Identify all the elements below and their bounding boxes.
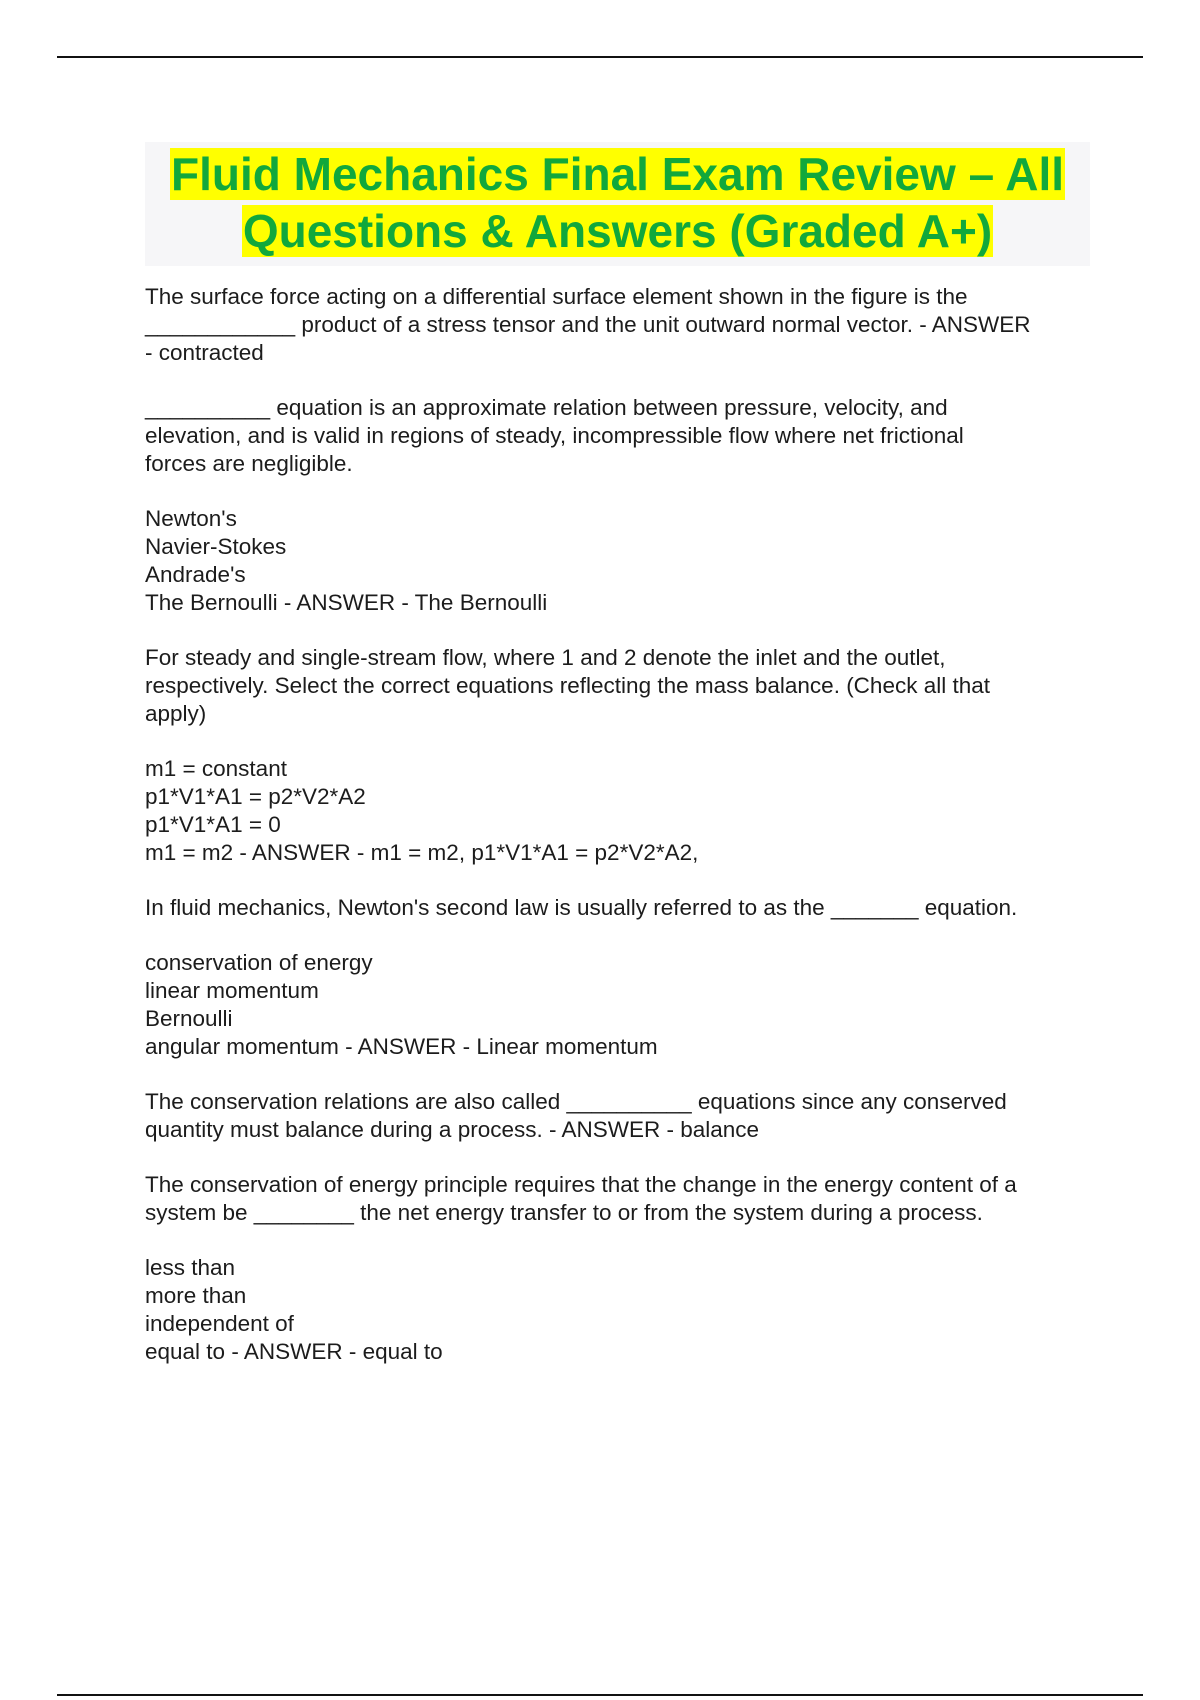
text-line: system be ________ the net energy transfer to or from the system during a process. (145, 1200, 983, 1225)
option-line: independent of (145, 1311, 294, 1336)
options-list (145, 755, 1095, 867)
question-paragraph (145, 894, 1095, 922)
options-list (145, 1254, 1095, 1366)
answer-line: The Bernoulli - ANSWER - The Bernoulli (145, 590, 548, 615)
option-line: m1 = constant (145, 756, 287, 781)
page-title (145, 146, 1090, 260)
text-line: apply) (145, 701, 207, 726)
text-line: For steady and single-stream flow, where 1 and 2 denote the inlet and the outlet, (145, 645, 946, 670)
document-body (145, 283, 1095, 1393)
title-line-2: Questions & Answers (Graded A+) (242, 205, 993, 257)
option-line: p1*V1*A1 = 0 (145, 812, 281, 837)
text-line: In fluid mechanics, Newton's second law is usually referred to as the _______ equation. (145, 895, 1018, 920)
answer-line: angular momentum - ANSWER - Linear momentum (145, 1034, 658, 1059)
option-line: p1*V1*A1 = p2*V2*A2 (145, 784, 366, 809)
option-line: Newton's (145, 506, 237, 531)
option-line: less than (145, 1255, 236, 1280)
question-paragraph (145, 394, 1095, 478)
answer-line: m1 = m2 - ANSWER - m1 = m2, p1*V1*A1 = p2*V2*A2, (145, 840, 699, 865)
options-list (145, 949, 1095, 1061)
text-line: ____________ product of a stress tensor and the unit outward normal vector. - ANSWER (145, 312, 1031, 337)
options-list (145, 505, 1095, 617)
question-paragraph (145, 283, 1095, 367)
text-line: forces are negligible. (145, 451, 353, 476)
text-line: The conservation of energy principle requires that the change in the energy content of a (145, 1172, 1017, 1197)
option-line: Navier-Stokes (145, 534, 287, 559)
top-rule (57, 56, 1143, 58)
option-line: Andrade's (145, 562, 246, 587)
text-line: The conservation relations are also called __________ equations since any conserved (145, 1089, 1007, 1114)
text-line: quantity must balance during a process. - ANSWER - balance (145, 1117, 760, 1142)
question-paragraph (145, 644, 1095, 728)
question-paragraph (145, 1171, 1095, 1227)
question-paragraph (145, 1088, 1095, 1144)
text-line: __________ equation is an approximate relation between pressure, velocity, and (145, 395, 948, 420)
text-line: - contracted (145, 340, 264, 365)
option-line: Bernoulli (145, 1006, 233, 1031)
title-block (145, 142, 1090, 266)
title-line-1: Fluid Mechanics Final Exam Review – All (170, 148, 1065, 200)
text-line: elevation, and is valid in regions of steady, incompressible flow where net frictional (145, 423, 964, 448)
text-line: The surface force acting on a differential surface element shown in the figure is the (145, 284, 968, 309)
bottom-rule (57, 1694, 1143, 1696)
text-line: respectively. Select the correct equations reflecting the mass balance. (Check all that (145, 673, 991, 698)
option-line: more than (145, 1283, 247, 1308)
answer-line: equal to - ANSWER - equal to (145, 1339, 443, 1364)
option-line: conservation of energy (145, 950, 373, 975)
option-line: linear momentum (145, 978, 319, 1003)
